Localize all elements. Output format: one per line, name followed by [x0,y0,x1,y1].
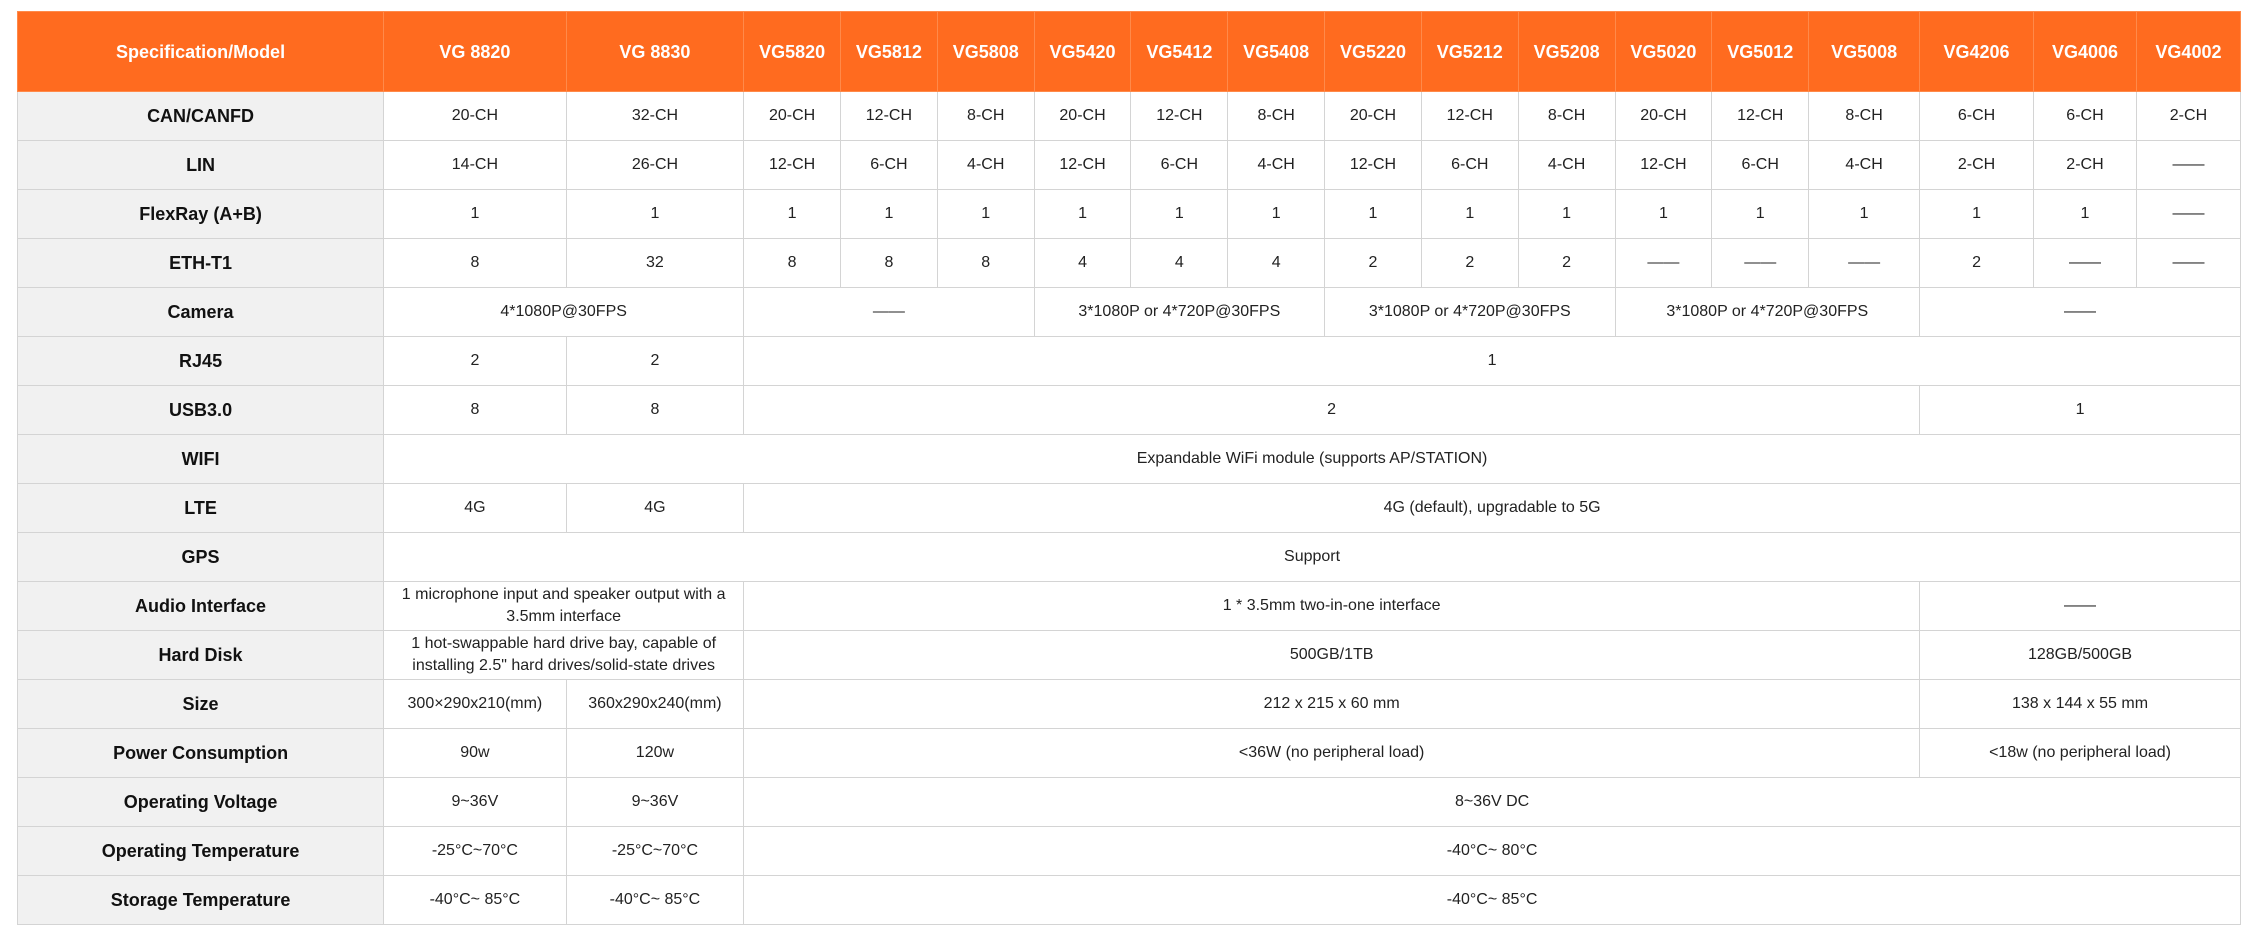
table-cell: 1 [1920,190,2034,239]
spec-table [17,11,2241,925]
table-cell: 3*1080P or 4*720P@30FPS [1615,288,1920,337]
model-header: VG5808 [937,12,1034,92]
table-cell: 212 x 215 x 60 mm [744,680,1920,729]
table-cell: 6-CH [2034,92,2137,141]
row-storage-temperature [18,876,2241,925]
table-cell: 8-CH [1518,92,1615,141]
row-label: Power Consumption [18,729,384,778]
row-label: Hard Disk [18,631,384,680]
table-cell: 1 hot-swappable hard drive bay, capable of installing 2.5" hard drives/solid-state drives [384,631,744,680]
table-cell: 20-CH [744,92,841,141]
table-cell: 2 [1920,239,2034,288]
table-cell: 12-CH [1421,92,1518,141]
table-cell: 8-CH [937,92,1034,141]
table-cell: —— [1712,239,1809,288]
table-cell: 500GB/1TB [744,631,1920,680]
header-row [18,12,2241,92]
row-usb3 [18,386,2241,435]
table-cell: 12-CH [1615,141,1712,190]
table-cell: 2 [384,337,567,386]
row-label: LIN [18,141,384,190]
row-label: Audio Interface [18,582,384,631]
table-cell: 360x290x240(mm) [566,680,744,729]
table-cell: 12-CH [841,92,938,141]
table-cell: 14-CH [384,141,567,190]
model-header: VG5420 [1034,12,1131,92]
model-header: VG5012 [1712,12,1809,92]
row-label: LTE [18,484,384,533]
table-cell: 1 [384,190,567,239]
table-cell: 1 [744,190,841,239]
row-power-consumption [18,729,2241,778]
model-header: VG5412 [1131,12,1228,92]
table-cell: 9~36V [384,778,567,827]
table-cell: 8 [841,239,938,288]
table-cell: 1 [1131,190,1228,239]
table-cell: 1 [1615,190,1712,239]
model-header: VG4206 [1920,12,2034,92]
table-cell: 12-CH [1712,92,1809,141]
table-cell: 32-CH [566,92,744,141]
table-cell: 12-CH [1034,141,1131,190]
row-lte [18,484,2241,533]
table-cell: 8 [384,386,567,435]
table-cell: 1 * 3.5mm two-in-one interface [744,582,1920,631]
table-cell: 8 [744,239,841,288]
table-cell: 120w [566,729,744,778]
table-cell: 4 [1131,239,1228,288]
table-cell: 1 [1325,190,1422,239]
row-flexray [18,190,2241,239]
table-cell: —— [1920,288,2241,337]
table-cell: -25°C~70°C [566,827,744,876]
row-hard-disk [18,631,2241,680]
table-cell: 26-CH [566,141,744,190]
table-cell: 138 x 144 x 55 mm [1920,680,2241,729]
table-cell: 2-CH [2136,92,2240,141]
table-cell: 12-CH [1131,92,1228,141]
model-header: VG5008 [1809,12,1920,92]
table-cell: 12-CH [744,141,841,190]
row-size [18,680,2241,729]
model-header: VG4002 [2136,12,2240,92]
model-header: VG 8820 [384,12,567,92]
table-cell: 1 [1518,190,1615,239]
table-cell: 2 [1325,239,1422,288]
row-can-canfd [18,92,2241,141]
table-cell: 3*1080P or 4*720P@30FPS [1034,288,1324,337]
table-cell: <18w (no peripheral load) [1920,729,2241,778]
model-header: VG 8830 [566,12,744,92]
row-label: Storage Temperature [18,876,384,925]
row-operating-voltage [18,778,2241,827]
table-cell: —— [1615,239,1712,288]
row-label: CAN/CANFD [18,92,384,141]
table-cell: 8-CH [1809,92,1920,141]
table-cell: -25°C~70°C [384,827,567,876]
table-cell: 20-CH [1615,92,1712,141]
table-cell: 4-CH [1518,141,1615,190]
table-cell: 4-CH [1809,141,1920,190]
model-header: VG5408 [1228,12,1325,92]
table-cell: Expandable WiFi module (supports AP/STATION) [384,435,2241,484]
model-header: VG5812 [841,12,938,92]
table-cell: -40°C~ 80°C [744,827,2241,876]
table-cell: 1 [937,190,1034,239]
model-header: VG5220 [1325,12,1422,92]
table-cell: 4 [1034,239,1131,288]
table-cell: 4G [566,484,744,533]
table-cell: 4G [384,484,567,533]
row-eth-t1 [18,239,2241,288]
table-cell: 8 [566,386,744,435]
table-cell: 6-CH [1131,141,1228,190]
table-cell: 4*1080P@30FPS [384,288,744,337]
row-label: Operating Voltage [18,778,384,827]
table-cell: -40°C~ 85°C [744,876,2241,925]
table-cell: 1 [566,190,744,239]
row-wifi [18,435,2241,484]
row-label: FlexRay (A+B) [18,190,384,239]
table-cell: 2 [566,337,744,386]
table-cell: 6-CH [1421,141,1518,190]
model-header: VG5820 [744,12,841,92]
table-cell: 12-CH [1325,141,1422,190]
row-lin [18,141,2241,190]
model-header: VG5208 [1518,12,1615,92]
table-cell: —— [2034,239,2137,288]
table-cell: 2 [744,386,1920,435]
table-cell: 6-CH [1712,141,1809,190]
table-cell: 9~36V [566,778,744,827]
table-cell: 1 [1920,386,2241,435]
table-cell: 2-CH [1920,141,2034,190]
table-cell: 6-CH [1920,92,2034,141]
table-cell: 20-CH [384,92,567,141]
row-gps [18,533,2241,582]
table-cell: 8-CH [1228,92,1325,141]
table-cell: 300×290x210(mm) [384,680,567,729]
spec-table-container [17,11,2241,925]
table-cell: 6-CH [841,141,938,190]
table-cell: 32 [566,239,744,288]
table-cell: 2-CH [2034,141,2137,190]
table-cell: 1 [841,190,938,239]
table-cell: 4-CH [937,141,1034,190]
table-cell: <36W (no peripheral load) [744,729,1920,778]
model-header: VG5020 [1615,12,1712,92]
row-label: Size [18,680,384,729]
table-cell: 1 [1034,190,1131,239]
table-cell: -40°C~ 85°C [566,876,744,925]
model-header: VG5212 [1421,12,1518,92]
table-cell: —— [2136,239,2240,288]
row-label: Operating Temperature [18,827,384,876]
row-label: GPS [18,533,384,582]
table-cell: 1 [2034,190,2137,239]
table-cell: —— [2136,190,2240,239]
table-cell: 8~36V DC [744,778,2241,827]
row-label: WIFI [18,435,384,484]
table-cell: 2 [1421,239,1518,288]
table-cell: 1 [744,337,2241,386]
row-audio-interface [18,582,2241,631]
table-cell: 2 [1518,239,1615,288]
table-cell: Support [384,533,2241,582]
row-label: USB3.0 [18,386,384,435]
table-cell: —— [744,288,1034,337]
table-cell: 1 [1712,190,1809,239]
table-cell: 128GB/500GB [1920,631,2241,680]
table-cell: 3*1080P or 4*720P@30FPS [1325,288,1615,337]
row-label: Camera [18,288,384,337]
table-cell: —— [2136,141,2240,190]
row-label: RJ45 [18,337,384,386]
table-cell: 1 [1421,190,1518,239]
table-cell: 20-CH [1034,92,1131,141]
table-cell: 20-CH [1325,92,1422,141]
header-corner-cell: Specification/Model [18,12,384,92]
row-operating-temperature [18,827,2241,876]
table-cell: —— [1920,582,2241,631]
row-label: ETH-T1 [18,239,384,288]
row-rj45 [18,337,2241,386]
table-cell: 1 [1228,190,1325,239]
table-cell: 1 [1809,190,1920,239]
row-camera [18,288,2241,337]
table-cell: 90w [384,729,567,778]
table-cell: 1 microphone input and speaker output with a 3.5mm interface [384,582,744,631]
table-cell: —— [1809,239,1920,288]
model-header: VG4006 [2034,12,2137,92]
table-cell: 8 [384,239,567,288]
table-cell: 4-CH [1228,141,1325,190]
table-cell: 4G (default), upgradable to 5G [744,484,2241,533]
table-cell: 8 [937,239,1034,288]
table-cell: 4 [1228,239,1325,288]
table-cell: -40°C~ 85°C [384,876,567,925]
